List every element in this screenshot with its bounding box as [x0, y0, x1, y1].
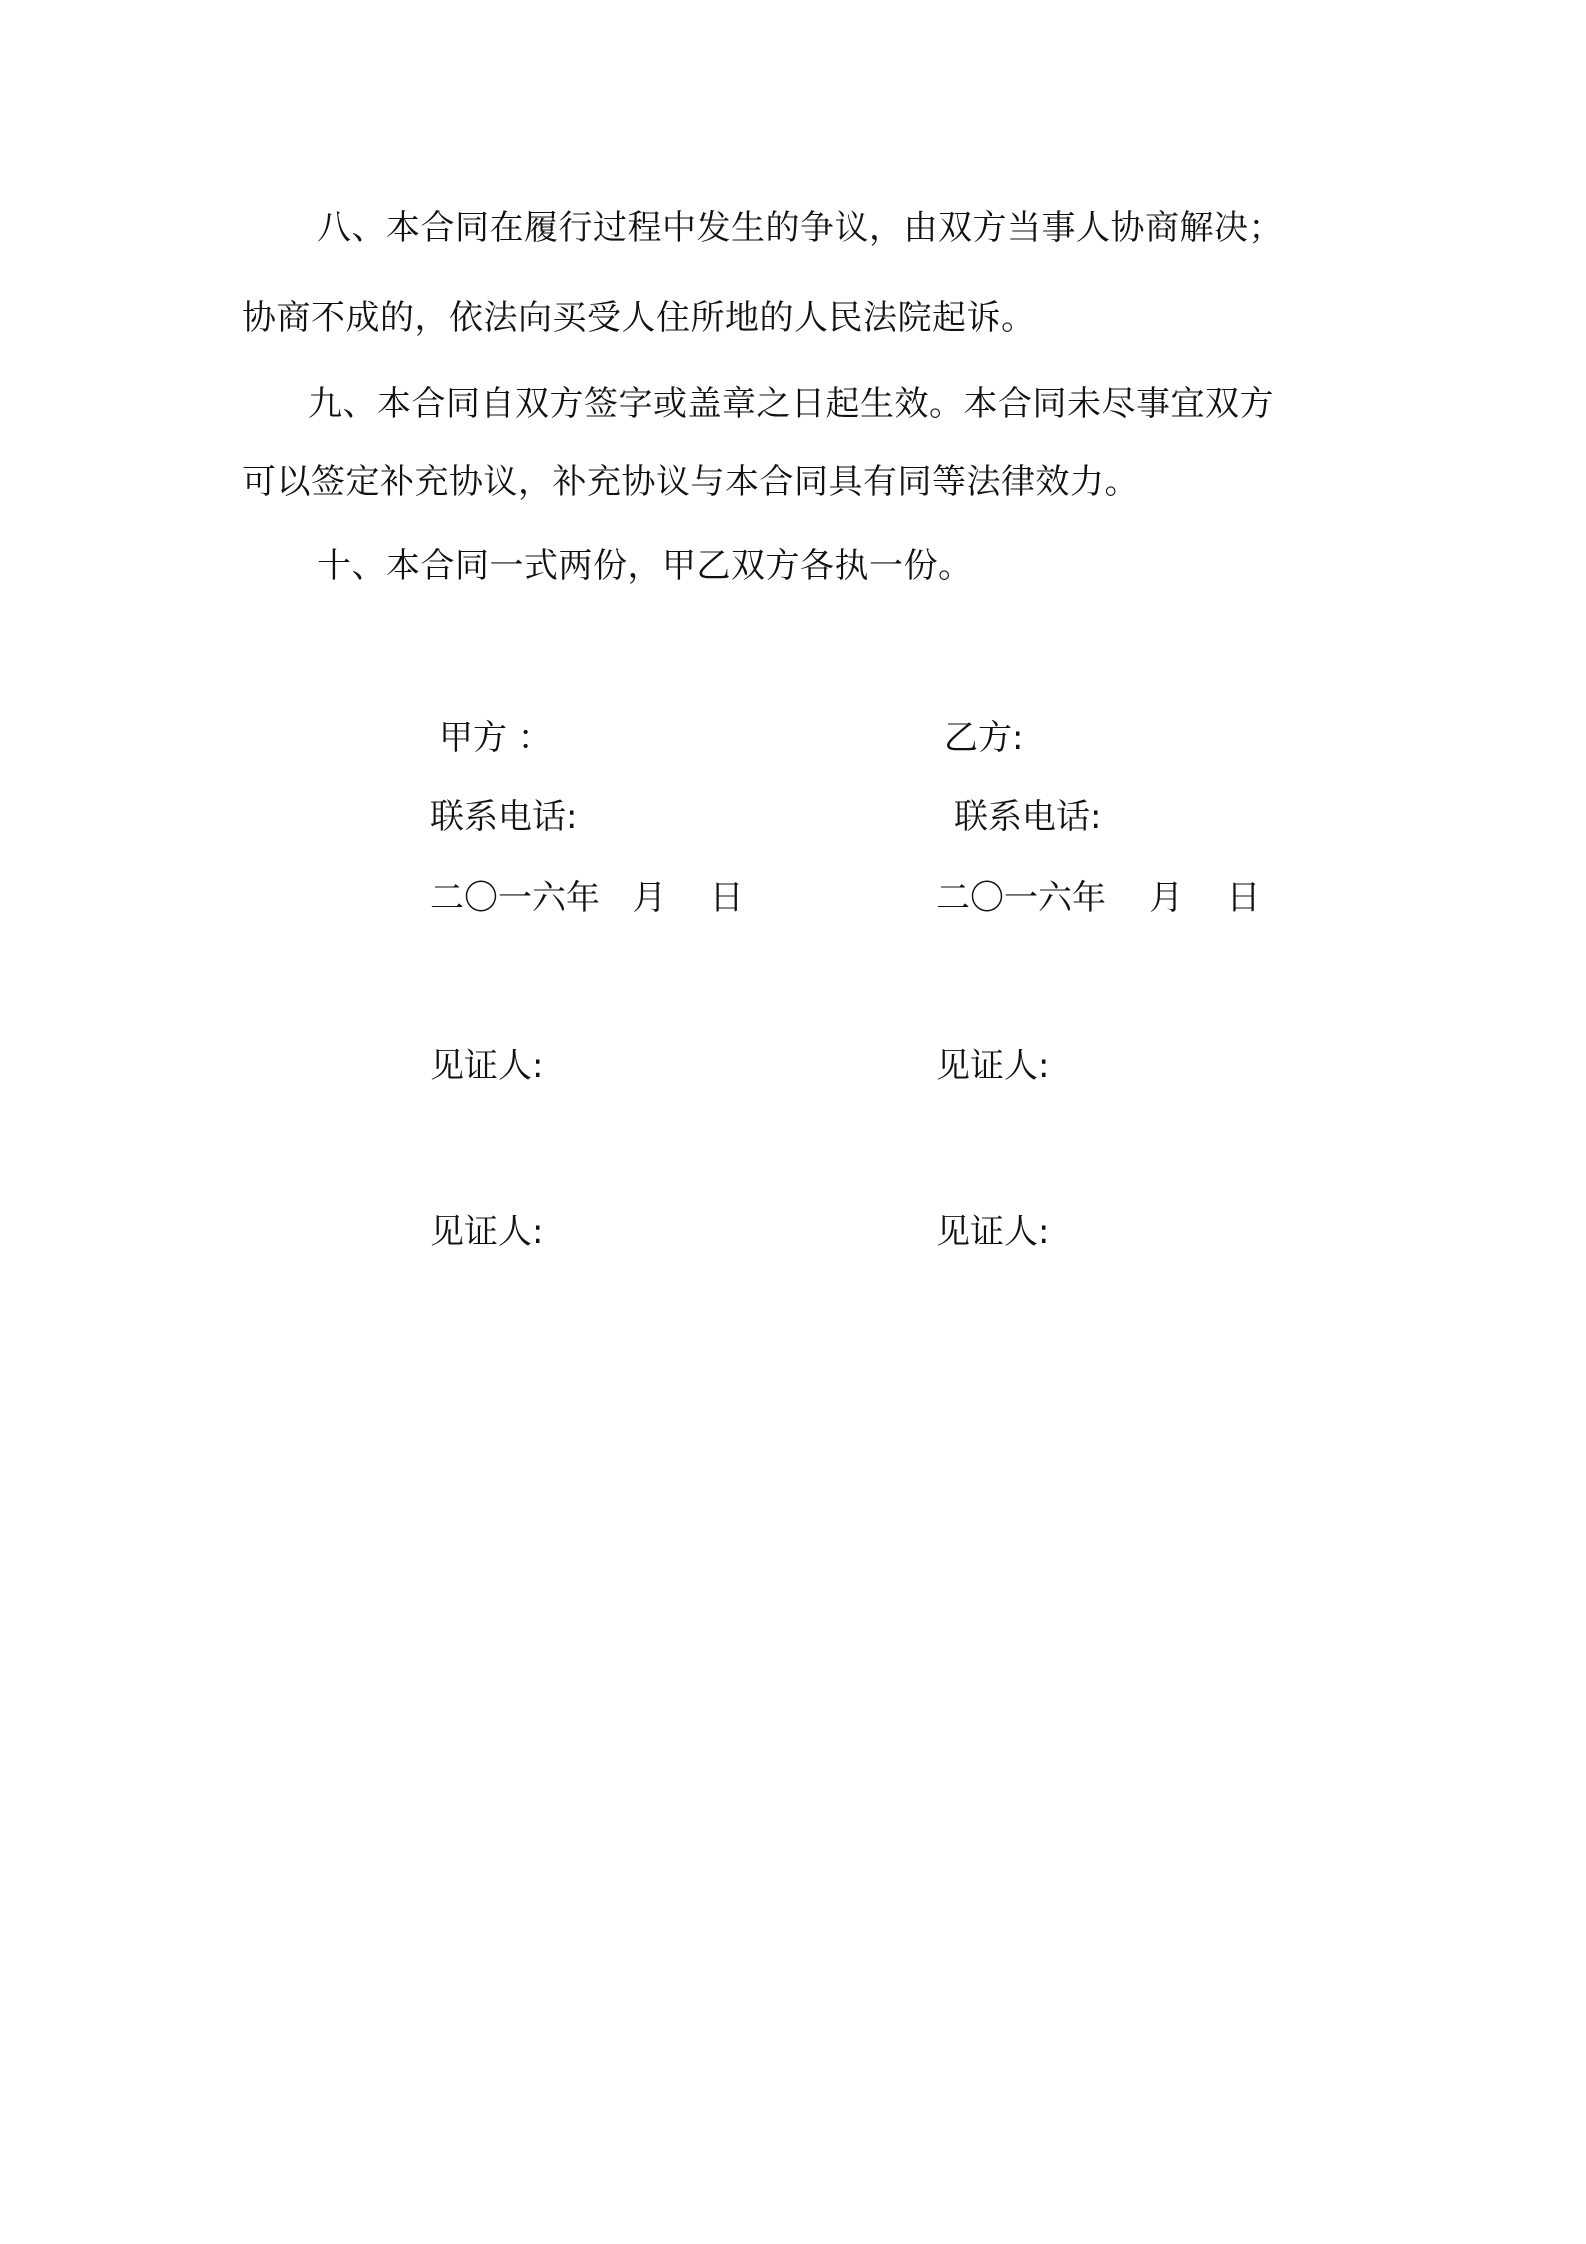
party-a-witness-2-label: 见证人:	[430, 1212, 544, 1252]
party-b-date-label: 二〇一六年 月 日	[936, 878, 1261, 918]
party-b-witness-2-label: 见证人:	[936, 1212, 1050, 1252]
clause-9-line-2: 可以签定补充协议，补充协议与本合同具有同等法律效力。	[242, 462, 1139, 502]
party-b-name-label: 乙方:	[944, 718, 1024, 758]
party-a-witness-1-label: 见证人:	[430, 1046, 544, 1086]
clause-8-line-1: 八、本合同在履行过程中发生的争议，由双方当事人协商解决；	[317, 208, 1283, 248]
party-a-date-label: 二〇一六年 月 日	[430, 878, 744, 918]
party-b-witness-1-label: 见证人:	[936, 1046, 1050, 1086]
clause-9-line-1: 九、本合同自双方签字或盖章之日起生效。本合同未尽事宜双方	[308, 384, 1274, 424]
party-b-phone-label: 联系电话:	[954, 797, 1102, 837]
party-a-phone-label: 联系电话:	[430, 797, 578, 837]
clause-10-line-1: 十、本合同一式两份，甲乙双方各执一份。	[317, 546, 973, 586]
party-a-name-label: 甲方 ：	[439, 718, 552, 758]
clause-8-line-2: 协商不成的，依法向买受人住所地的人民法院起诉。	[242, 298, 1036, 338]
